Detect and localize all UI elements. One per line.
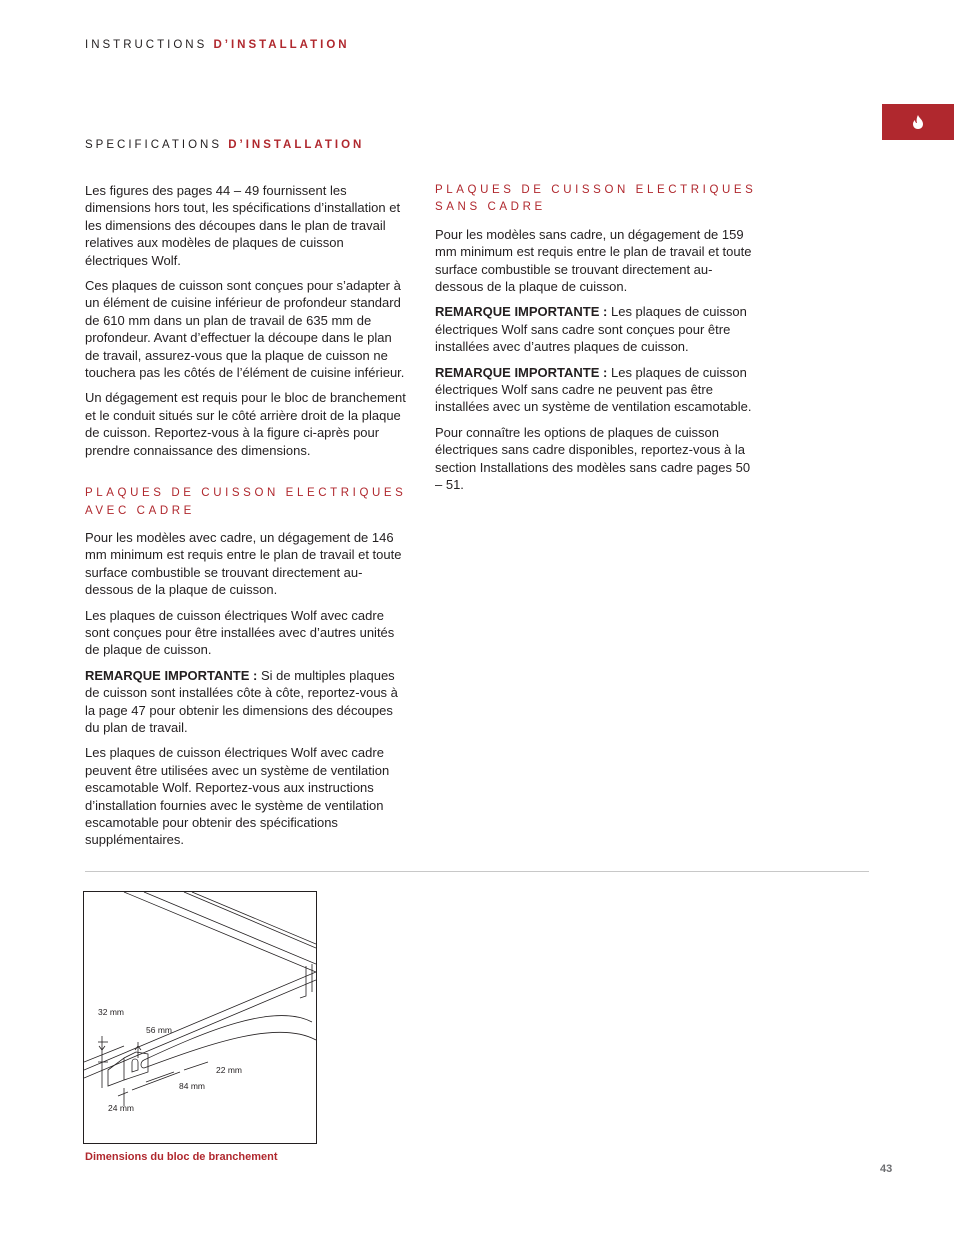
- right-paragraph-3: [435, 364, 757, 416]
- right-paragraph-4: Pour connaître les options de plaques de cuisson électriques sans cadre disponibles, reportez-vous à la section Installations des modèles sans cadre pages 50 – 51.: [435, 424, 751, 493]
- note-text: Si de multiples plaques de cuisson sont installées côte à côte, reportez-vous à la page 47 pour obtenir les dimensions des découpes du plan de travail.: [85, 667, 398, 735]
- left-paragraph-5: Les plaques de cuisson électriques Wolf avec cadre sont conçues pour être installées avec d’autres unités de plaque de cuisson.: [85, 607, 395, 658]
- junction-box-figure: [83, 891, 317, 1144]
- dim-label-56: 56 mm: [146, 1025, 172, 1035]
- right-paragraph-1: Pour les modèles sans cadre, un dégagement de 159 mm minimum est requis entre le plan de travail et toute surface combustible se trouvant directement au-dessous de la plaque de cuisson.: [435, 226, 752, 295]
- section-prefix: SPECIFICATIONS: [85, 139, 222, 151]
- dim-label-24: 24 mm: [108, 1103, 134, 1113]
- note-text: Les plaques de cuisson électriques Wolf sans cadre ne peuvent pas être installées avec un système de ventilation escamotable.: [435, 364, 752, 415]
- note-label: REMARQUE IMPORTANTE :: [85, 667, 258, 683]
- left-paragraph-4: Pour les modèles avec cadre, un dégagement de 146 mm minimum est requis entre le plan de travail et toute surface combustible se trouvant directement au-dessous de la plaque de cuisson.: [85, 529, 402, 598]
- subheading-avec-cadre: PLAQUES DE CUISSON ELECTRIQUES AVEC CADRE: [85, 487, 407, 517]
- note-label: REMARQUE IMPORTANTE :: [435, 364, 608, 380]
- note-text: Les plaques de cuisson électriques Wolf sans cadre sont conçues pour être installées avec d’autres plaques de cuisson.: [435, 304, 747, 355]
- figure-caption: Dimensions du bloc de branchement: [85, 1151, 278, 1163]
- note-label: REMARQUE IMPORTANTE :: [435, 304, 608, 320]
- page-header: [85, 39, 350, 51]
- header-highlight: D’INSTALLATION: [213, 39, 350, 51]
- dim-label-84: 84 mm: [179, 1081, 205, 1091]
- section-highlight: D’INSTALLATION: [228, 139, 365, 151]
- subheading-sans-cadre: PLAQUES DE CUISSON ELECTRIQUES SANS CADRE: [435, 184, 757, 214]
- junction-box-drawing: [84, 892, 316, 1143]
- left-paragraph-2: Ces plaques de cuisson sont conçues pour s’adapter à un élément de cuisine inférieur de profondeur standard de 610 mm dans un plan de travail de 635 mm de profondeur. Avant d’effectuer la découpe dans le plan de travail, assurez-vous que la plaque de cuisson ne touchera pas les côtés de l’élément de cuisine inférieur.: [85, 278, 405, 381]
- left-paragraph-7: Les plaques de cuisson électriques Wolf avec cadre peuvent être utilisées avec un système de ventilation escamotable Wolf. Reportez-vous aux instructions d’installation fournies avec le système de ventilation escamotable pour obtenir des spécifications supplémentaires.: [85, 745, 390, 848]
- left-paragraph-1: Les figures des pages 44 – 49 fournissent les dimensions hors tout, les spécifications d’installation et les dimensions des découpes dans le plan de travail relatives aux modèles de plaques de cuisson électriques Wolf.: [85, 183, 401, 268]
- header-prefix: INSTRUCTIONS: [85, 39, 208, 51]
- right-column: [435, 182, 757, 502]
- dim-label-32: 32 mm: [98, 1007, 124, 1017]
- section-tab[interactable]: [882, 104, 954, 140]
- left-column: [85, 182, 407, 857]
- dim-label-22: 22 mm: [216, 1065, 242, 1075]
- right-paragraph-2: [435, 303, 757, 355]
- left-paragraph-3: Un dégagement est requis pour le bloc de branchement et le conduit situés sur le côté arrière droit de la plaque de cuisson. Reportez-vous à la figure ci-après pour prendre connaissance des dimensions.: [85, 390, 406, 458]
- section-title: [85, 139, 364, 151]
- left-paragraph-6: [85, 667, 407, 737]
- horizontal-divider: [85, 871, 869, 872]
- page-number: 43: [880, 1163, 893, 1175]
- flame-icon: [912, 115, 924, 129]
